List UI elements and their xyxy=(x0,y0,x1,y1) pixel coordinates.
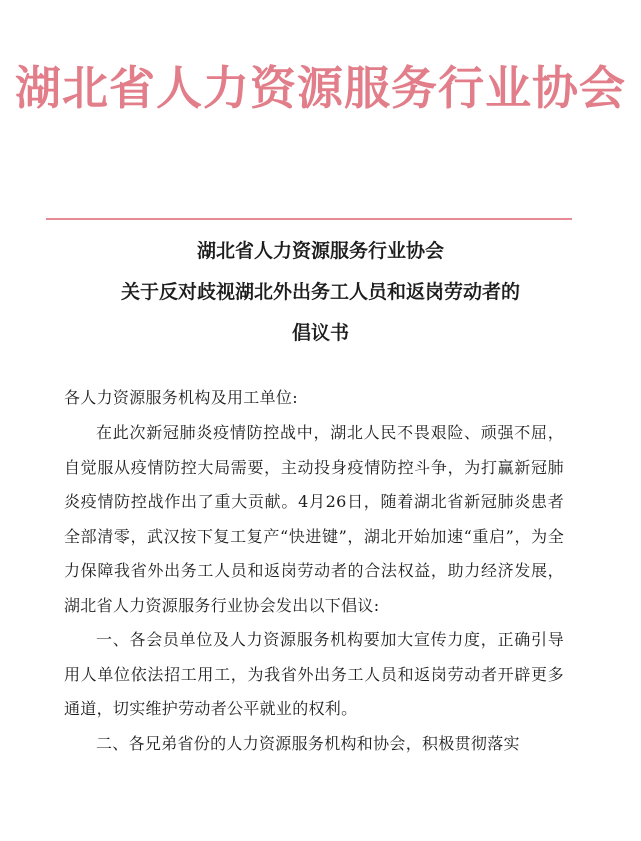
paragraph-proposal-1: 一、各会员单位及人力资源服务机构要加大宣传力度，正确引导用人单位依法招工用工，为我省外出务工人员和返岗劳动者开辟更多通道，切实维护劳动者公平就业的权利。 xyxy=(64,630,564,718)
salutation: 各人力资源服务机构及用工单位: xyxy=(64,388,298,407)
title-line-doc-type: 倡议书 xyxy=(291,322,349,344)
document-body xyxy=(64,380,564,761)
letterhead-title: 湖北省人力资源服务行业协会 xyxy=(15,61,626,115)
document-title xyxy=(0,231,641,354)
paragraph-intro: 在此次新冠肺炎疫情防控战中，湖北人民不畏艰险、顽强不屈，自觉服从疫情防控大局需要，主动投身疫情防控斗争，为打赢新冠肺炎疫情防控战作出了重大贡献。4月26日，随着湖北省新冠肺炎患者全部清零，武汉按下复工复产“快进键”，湖北开始加速“重启”，为全力保障我省外出务工人员和返岗劳动者的合法权益，助力经济发展，湖北省人力资源服务行业协会发出以下倡议: xyxy=(64,423,564,615)
title-line-subject: 关于反对歧视湖北外出务工人员和返岗劳动者的 xyxy=(120,281,520,303)
letterhead-divider xyxy=(46,218,572,220)
paragraph-proposal-2: 二、各兄弟省份的人力资源服务机构和协会，积极贯彻落实 xyxy=(96,733,520,753)
title-line-organization: 湖北省人力资源服务行业协会 xyxy=(196,240,444,262)
